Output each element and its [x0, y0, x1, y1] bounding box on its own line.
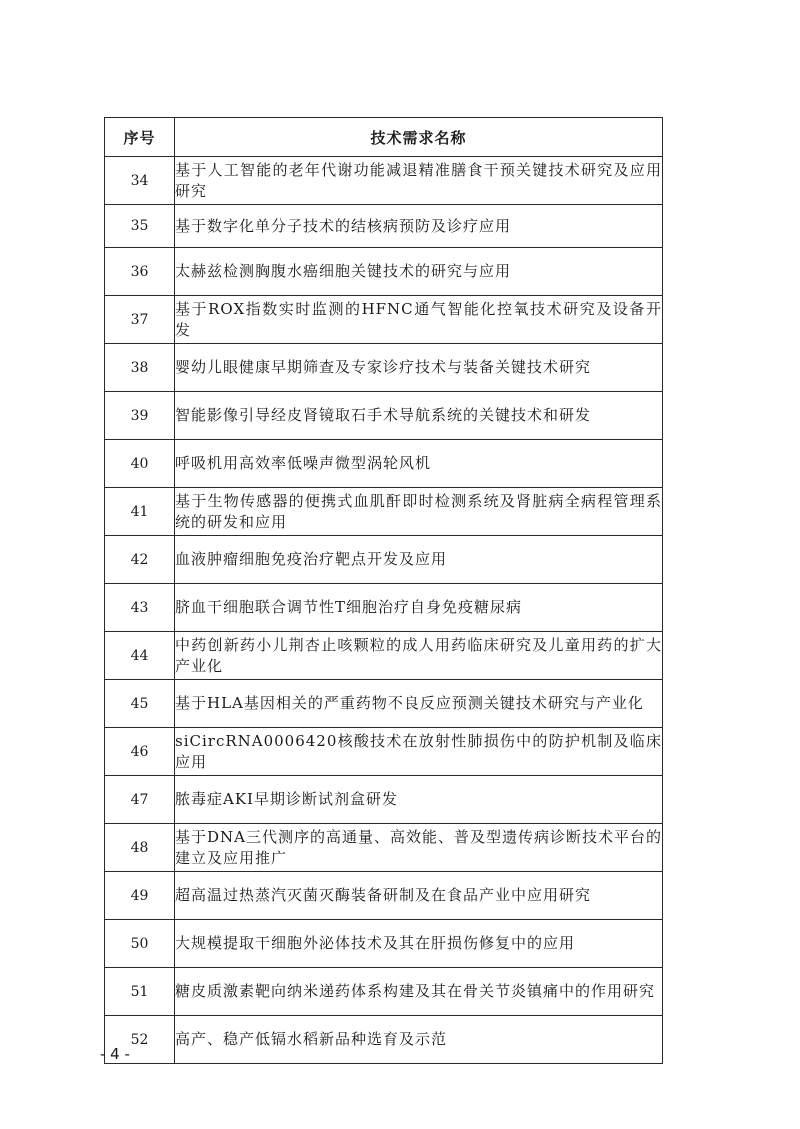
- table-row: [105, 968, 663, 1016]
- row-requirement-name: 脓毒症AKI早期诊断试剂盒研发: [175, 776, 663, 824]
- row-serial-number: 50: [105, 920, 175, 968]
- row-requirement-name: 高产、稳产低镉水稻新品种选育及示范: [175, 1016, 663, 1064]
- table-body: [105, 157, 663, 1064]
- table-row: [105, 920, 663, 968]
- row-requirement-name: 血液肿瘤细胞免疫治疗靶点开发及应用: [175, 536, 663, 584]
- row-requirement-name: 太赫兹检测胸腹水癌细胞关键技术的研究与应用: [175, 248, 663, 296]
- row-serial-number: 38: [105, 344, 175, 392]
- row-requirement-name: 基于生物传感器的便携式血肌酐即时检测系统及肾脏病全病程管理系统的研发和应用: [175, 488, 663, 536]
- row-requirement-name: 基于ROX指数实时监测的HFNC通气智能化控氧技术研究及设备开发: [175, 296, 663, 344]
- row-requirement-name: 呼吸机用高效率低噪声微型涡轮风机: [175, 440, 663, 488]
- row-requirement-name: 中药创新药小儿荆杏止咳颗粒的成人用药临床研究及儿童用药的扩大产业化: [175, 632, 663, 680]
- table-row: [105, 488, 663, 536]
- row-serial-number: 45: [105, 680, 175, 728]
- row-requirement-name: 超高温过热蒸汽灭菌灭酶装备研制及在食品产业中应用研究: [175, 872, 663, 920]
- table-row: [105, 1016, 663, 1064]
- table-row: [105, 680, 663, 728]
- row-serial-number: 52: [105, 1016, 175, 1064]
- header-serial-number: 序号: [105, 118, 175, 157]
- row-serial-number: 39: [105, 392, 175, 440]
- table-row: [105, 776, 663, 824]
- table-row: [105, 205, 663, 248]
- row-serial-number: 47: [105, 776, 175, 824]
- row-requirement-name: 基于人工智能的老年代谢功能减退精准膳食干预关键技术研究及应用研究: [175, 157, 663, 205]
- row-requirement-name: siCircRNA0006420核酸技术在放射性肺损伤中的防护机制及临床应用: [175, 728, 663, 776]
- table-row: [105, 728, 663, 776]
- header-requirement-name: 技术需求名称: [175, 118, 663, 157]
- row-serial-number: 37: [105, 296, 175, 344]
- table-row: [105, 584, 663, 632]
- row-requirement-name: 基于数字化单分子技术的结核病预防及诊疗应用: [175, 205, 663, 248]
- page-number: - 4 -: [100, 1045, 130, 1063]
- row-serial-number: 46: [105, 728, 175, 776]
- row-serial-number: 43: [105, 584, 175, 632]
- table-row: [105, 157, 663, 205]
- table-row: [105, 344, 663, 392]
- table-row: [105, 536, 663, 584]
- row-serial-number: 51: [105, 968, 175, 1016]
- table-row: [105, 440, 663, 488]
- row-requirement-name: 智能影像引导经皮肾镜取石手术导航系统的关键技术和研发: [175, 392, 663, 440]
- table-row: [105, 296, 663, 344]
- table-row: [105, 632, 663, 680]
- table-row: [105, 392, 663, 440]
- row-requirement-name: 基于HLA基因相关的严重药物不良反应预测关键技术研究与产业化: [175, 680, 663, 728]
- row-requirement-name: 脐血干细胞联合调节性T细胞治疗自身免疫糖尿病: [175, 584, 663, 632]
- table-row: [105, 824, 663, 872]
- row-serial-number: 34: [105, 157, 175, 205]
- row-serial-number: 36: [105, 248, 175, 296]
- row-serial-number: 49: [105, 872, 175, 920]
- row-serial-number: 40: [105, 440, 175, 488]
- row-serial-number: 35: [105, 205, 175, 248]
- row-requirement-name: 大规模提取干细胞外泌体技术及其在肝损伤修复中的应用: [175, 920, 663, 968]
- row-serial-number: 42: [105, 536, 175, 584]
- row-requirement-name: 婴幼儿眼健康早期筛查及专家诊疗技术与装备关键技术研究: [175, 344, 663, 392]
- table-row: [105, 248, 663, 296]
- row-requirement-name: 糖皮质激素靶向纳米递药体系构建及其在骨关节炎镇痛中的作用研究: [175, 968, 663, 1016]
- row-serial-number: 44: [105, 632, 175, 680]
- row-serial-number: 48: [105, 824, 175, 872]
- row-requirement-name: 基于DNA三代测序的高通量、高效能、普及型遗传病诊断技术平台的建立及应用推广: [175, 824, 663, 872]
- table-header-row: [105, 118, 663, 157]
- row-serial-number: 41: [105, 488, 175, 536]
- table-row: [105, 872, 663, 920]
- tech-requirements-table: [104, 117, 663, 1064]
